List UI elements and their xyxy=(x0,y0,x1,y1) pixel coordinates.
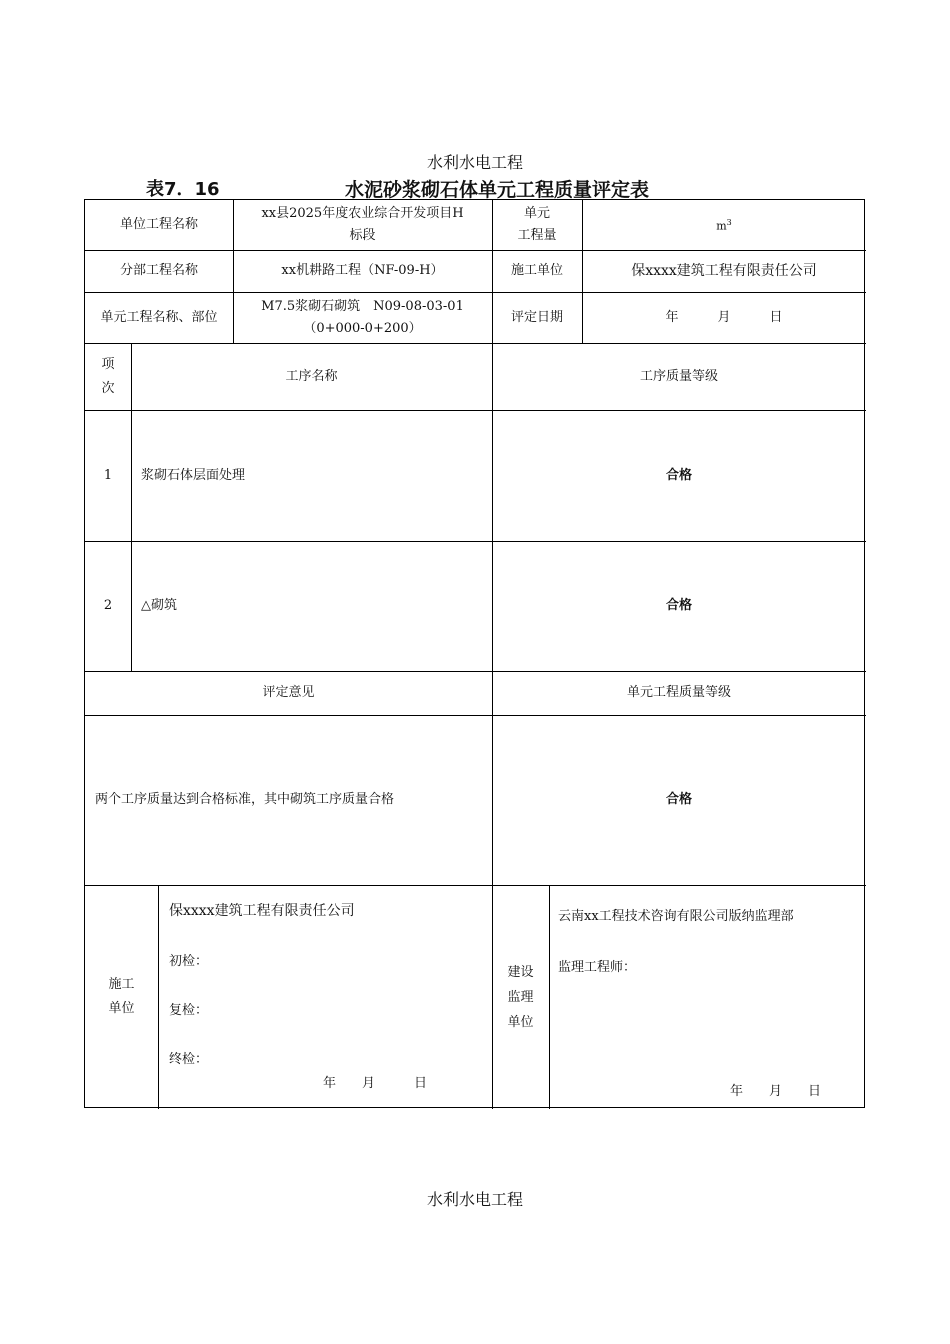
re-check: 复检： xyxy=(169,1003,209,1018)
process-grade-header: 工序质量等级 xyxy=(639,368,718,384)
date-label: 评定日期 xyxy=(510,309,563,325)
unit-grade-value: 合格 xyxy=(665,792,692,807)
date-value: 年 月 日 xyxy=(665,309,783,325)
contractor-label: 施工单位 xyxy=(510,263,563,278)
contractor-sign-date: 年 月 日 xyxy=(323,1076,428,1091)
evaluation-form-table xyxy=(84,199,865,1108)
item-no-header xyxy=(85,343,131,410)
contractor-value: 保xxxx建筑工程有限责任公司 xyxy=(631,263,817,279)
table-number: 表7．16 xyxy=(146,179,220,200)
item-no-header-line2: 次 xyxy=(101,380,115,396)
unit-project-label: 单位工程名称 xyxy=(119,217,198,232)
quantity-label-line2: 工程量 xyxy=(517,228,557,243)
process-name: △砌筑 xyxy=(141,598,177,613)
unit-project-value-line2: 标段 xyxy=(349,228,376,243)
supervisor-sign-label-line2: 监理 xyxy=(507,989,534,1005)
contractor-company: 保xxxx建筑工程有限责任公司 xyxy=(169,903,355,919)
supervisor-sign-label-line1: 建设 xyxy=(507,964,534,980)
process-no: 1 xyxy=(103,467,113,483)
unit-project-value xyxy=(233,200,492,250)
element-value-line2: （0+000-0+200） xyxy=(303,320,422,336)
process-no: 2 xyxy=(103,598,113,613)
sub-project-label: 分部工程名称 xyxy=(119,263,198,278)
item-no-header-line1: 项 xyxy=(101,356,115,372)
supervisor-engineer: 监理工程师： xyxy=(558,960,637,975)
quantity-unit-sup: 3 xyxy=(726,218,732,228)
process-name: 浆砌石体层面处理 xyxy=(141,467,246,483)
opinion-label: 评定意见 xyxy=(262,685,315,700)
supervisor-sign-label-line3: 单位 xyxy=(507,1014,534,1030)
page-header: 水利水电工程 xyxy=(426,153,523,172)
quantity-label-line1: 单元 xyxy=(523,206,550,221)
element-value xyxy=(233,292,492,343)
process-grade: 合格 xyxy=(665,598,692,613)
contractor-sign-label-line1: 施工 xyxy=(108,977,135,992)
form-title: 水泥砂浆砌石体单元工程质量评定表 xyxy=(345,179,650,201)
initial-check: 初检： xyxy=(169,954,209,969)
supervisor-sign-date: 年 月 日 xyxy=(730,1084,822,1099)
page-footer: 水利水电工程 xyxy=(426,1190,523,1209)
unit-project-value-line1: xx县2025年度农业综合开发项目H xyxy=(261,206,464,221)
final-check: 终检： xyxy=(169,1052,209,1067)
quantity-unit: m xyxy=(716,219,727,233)
contractor-sign-label xyxy=(85,885,158,1109)
supervisor-sign-label xyxy=(492,885,549,1109)
element-value-line1: M7.5浆砌石砌筑 N09-08-03-01 xyxy=(261,298,464,314)
process-grade: 合格 xyxy=(665,467,692,483)
quantity-value xyxy=(582,200,866,250)
unit-grade-label: 单元工程质量等级 xyxy=(626,685,731,700)
opinion-text: 两个工序质量达到合格标准，其中砌筑工序质量合格 xyxy=(95,792,395,807)
process-name-header: 工序名称 xyxy=(285,368,338,384)
element-label: 单元工程名称、部位 xyxy=(100,309,218,325)
contractor-sign-label-line2: 单位 xyxy=(108,1001,135,1016)
quantity-label xyxy=(492,200,582,250)
supervisor-company: 云南xx工程技术咨询有限公司版纳监理部 xyxy=(558,909,794,924)
sub-project-value: xx机耕路工程（NF-09-H） xyxy=(281,263,444,278)
